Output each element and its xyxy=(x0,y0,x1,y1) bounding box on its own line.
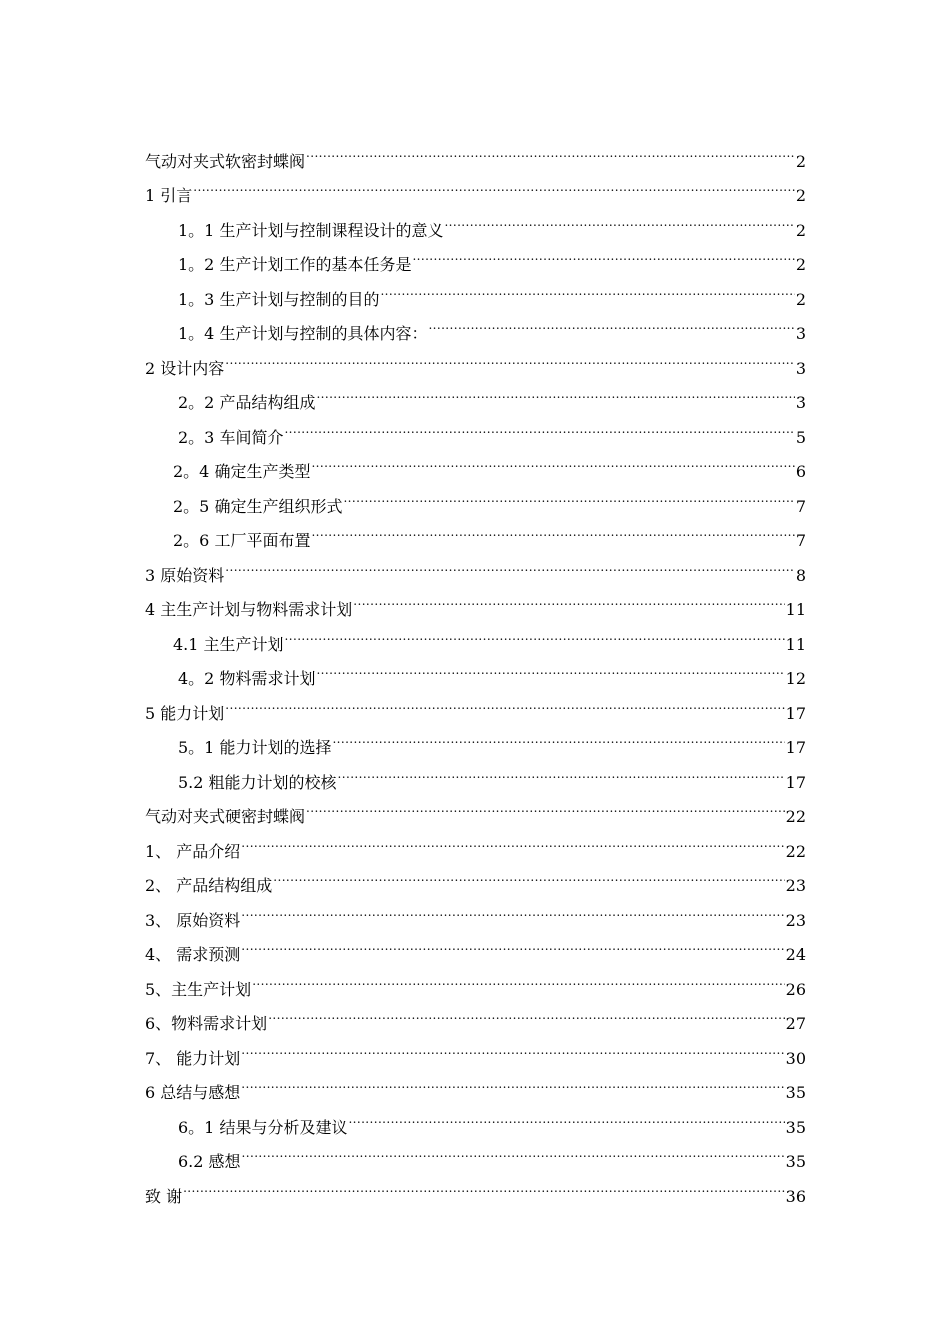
dot-leader xyxy=(252,960,784,995)
dot-leader xyxy=(241,926,784,961)
toc-entry[interactable] xyxy=(145,891,806,930)
dot-leader xyxy=(444,201,794,236)
dot-leader xyxy=(343,477,794,512)
toc-entry-page: 2 xyxy=(795,255,806,274)
toc-entry[interactable] xyxy=(145,167,806,205)
dot-leader xyxy=(306,788,785,823)
toc-entry[interactable] xyxy=(145,1064,806,1102)
toc-entry-page: 35 xyxy=(785,1117,806,1137)
toc-entry[interactable] xyxy=(145,201,806,240)
toc-entry[interactable] xyxy=(145,1167,806,1206)
dot-leader xyxy=(273,857,784,892)
toc-entry-page: 7 xyxy=(795,531,806,550)
toc-entry-page: 6 xyxy=(795,462,806,481)
toc-entry-page: 3 xyxy=(795,324,806,343)
dot-leader xyxy=(241,822,784,857)
toc-entry-title: 6 总结与感想 xyxy=(145,1083,241,1102)
toc-entry[interactable] xyxy=(145,684,806,723)
toc-entry-title: 5。1 能力计划的选择 xyxy=(178,738,332,757)
toc-entry-title: 6。1 结果与分析及建议 xyxy=(178,1117,348,1137)
toc-entry-page: 35 xyxy=(785,1083,806,1102)
dot-leader xyxy=(380,270,794,305)
toc-entry-page: 5 xyxy=(795,427,806,447)
dot-leader xyxy=(311,443,794,478)
dot-leader xyxy=(311,512,794,547)
toc-entry-title: 1。3 生产计划与控制的目的 xyxy=(178,289,380,309)
toc-entry[interactable] xyxy=(145,1133,806,1171)
dot-leader xyxy=(241,1064,784,1099)
toc-entry-page: 23 xyxy=(785,876,806,895)
dot-leader xyxy=(183,1167,785,1202)
dot-leader xyxy=(285,615,785,650)
toc-entry[interactable] xyxy=(145,960,806,999)
toc-entry-title: 4 主生产计划与物料需求计划 xyxy=(145,600,353,619)
dot-leader xyxy=(193,167,795,202)
toc-entry-title: 1、 产品介绍 xyxy=(145,841,241,861)
toc-entry-page: 11 xyxy=(785,634,806,654)
toc-entry[interactable] xyxy=(145,822,806,861)
toc-entry-title: 1。4 生产计划与控制的具体内容： xyxy=(178,324,428,343)
toc-entry[interactable] xyxy=(145,1029,806,1068)
dot-leader xyxy=(316,374,794,409)
toc-entry-title: 2。3 车间简介 xyxy=(178,427,284,447)
toc-entry[interactable] xyxy=(145,132,806,171)
dot-leader xyxy=(284,408,794,443)
toc-entry[interactable] xyxy=(145,719,806,757)
toc-entry-title: 3 原始资料 xyxy=(145,565,225,585)
toc-entry-title: 6、物料需求计划 xyxy=(145,1014,268,1033)
toc-entry[interactable] xyxy=(145,926,806,964)
toc-entry-title: 7、 能力计划 xyxy=(145,1048,241,1068)
dot-leader xyxy=(332,719,784,754)
toc-entry-page: 8 xyxy=(795,565,806,585)
toc-entry[interactable] xyxy=(145,581,806,619)
toc-entry[interactable] xyxy=(145,857,806,895)
toc-entry-page: 30 xyxy=(785,1048,806,1068)
toc-entry-page: 7 xyxy=(795,496,806,516)
dot-leader xyxy=(241,1029,784,1064)
toc-entry-title: 6.2 感想 xyxy=(178,1152,241,1171)
toc-entry-page: 17 xyxy=(785,703,806,723)
dot-leader xyxy=(412,236,794,271)
toc-entry-page: 3 xyxy=(795,358,806,378)
toc-entry-title: 气动对夹式软密封蝶阀 xyxy=(145,151,306,171)
dot-leader xyxy=(225,546,795,581)
toc-entry-title: 1 引言 xyxy=(145,186,193,205)
dot-leader xyxy=(241,891,784,926)
toc-entry[interactable] xyxy=(145,339,806,378)
toc-entry-page: 35 xyxy=(785,1152,806,1171)
toc-entry-title: 致 谢 xyxy=(145,1186,183,1206)
dot-leader xyxy=(348,1098,784,1133)
toc-entry-title: 气动对夹式硬密封蝶阀 xyxy=(145,807,306,826)
toc-entry-page: 17 xyxy=(785,772,806,792)
toc-entry-title: 1。1 生产计划与控制课程设计的意义 xyxy=(178,220,444,240)
toc-entry-page: 2 xyxy=(795,220,806,240)
toc-entry-title: 2。6 工厂平面布置 xyxy=(173,531,311,550)
toc-entry-page: 27 xyxy=(785,1014,806,1033)
dot-leader xyxy=(242,1133,785,1168)
toc-entry-title: 5 能力计划 xyxy=(145,703,225,723)
toc-entry-page: 17 xyxy=(785,738,806,757)
toc-entry-page: 11 xyxy=(785,600,806,619)
toc-entry-page: 2 xyxy=(795,186,806,205)
toc-entry-title: 2、 产品结构组成 xyxy=(145,876,273,895)
toc-entry-title: 4.1 主生产计划 xyxy=(173,634,284,654)
toc-entry-page: 24 xyxy=(785,945,806,964)
toc-entry-title: 1。2 生产计划工作的基本任务是 xyxy=(178,255,412,274)
toc-entry-title: 5.2 粗能力计划的校核 xyxy=(178,772,337,792)
toc-entry-title: 3、 原始资料 xyxy=(145,910,241,930)
toc-entry-title: 2 设计内容 xyxy=(145,358,225,378)
toc-entry[interactable] xyxy=(145,374,806,412)
toc-entry-title: 4。2 物料需求计划 xyxy=(178,669,316,688)
toc-entry-page: 22 xyxy=(785,841,806,861)
toc-entry-page: 2 xyxy=(795,289,806,309)
dot-leader xyxy=(306,132,795,167)
dot-leader xyxy=(428,305,794,340)
toc-entry-title: 5、主生产计划 xyxy=(145,979,252,999)
dot-leader xyxy=(225,339,795,374)
toc-entry-title: 2。4 确定生产类型 xyxy=(173,462,311,481)
dot-leader xyxy=(225,684,784,719)
table-of-contents xyxy=(145,132,806,1206)
dot-leader xyxy=(353,581,784,616)
dot-leader xyxy=(268,995,784,1030)
toc-entry-page: 26 xyxy=(785,979,806,999)
toc-entry-title: 2。2 产品结构组成 xyxy=(178,393,316,412)
toc-entry[interactable] xyxy=(145,546,806,585)
toc-entry-page: 2 xyxy=(795,151,806,171)
toc-entry[interactable] xyxy=(145,1098,806,1137)
dot-leader xyxy=(316,650,784,685)
toc-entry-page: 36 xyxy=(785,1186,806,1206)
toc-entry-page: 23 xyxy=(785,910,806,930)
toc-entry-page: 12 xyxy=(785,669,806,688)
toc-entry-title: 2。5 确定生产组织形式 xyxy=(173,496,343,516)
dot-leader xyxy=(338,753,785,788)
toc-entry-page: 3 xyxy=(795,393,806,412)
toc-entry-page: 22 xyxy=(785,807,806,826)
toc-entry-title: 4、 需求预测 xyxy=(145,945,241,964)
